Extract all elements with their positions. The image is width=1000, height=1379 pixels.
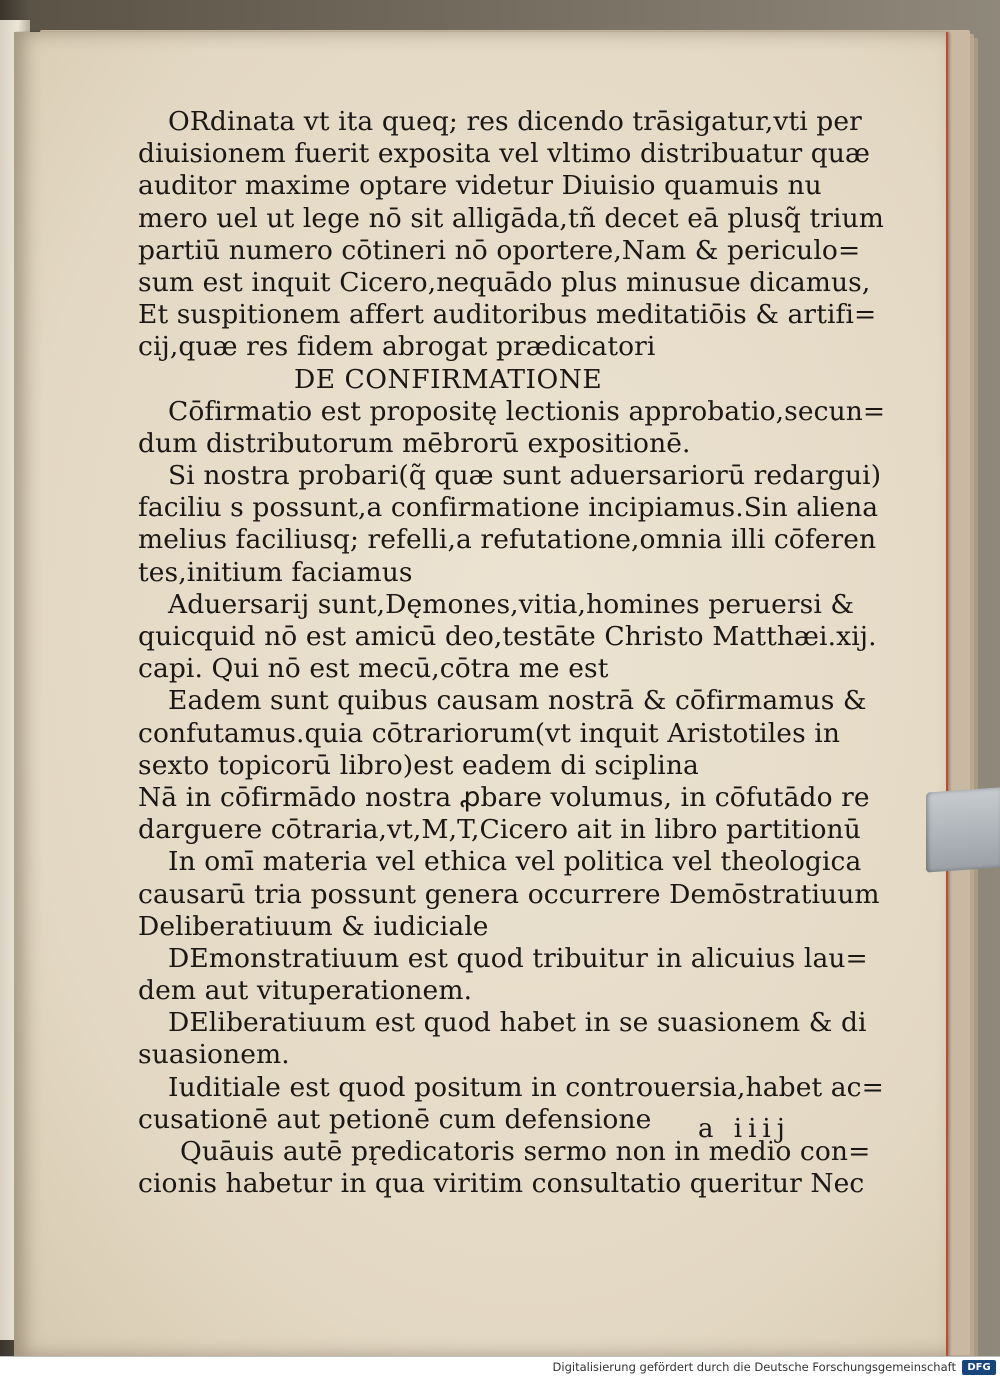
text-line: causarū tria possunt genera occurrere Demōstratiuum (138, 878, 880, 910)
text-line: Quāuis autē pr̨edicatoris sermo non in medio con= (180, 1136, 871, 1167)
signature-mark: a iiij (698, 1114, 791, 1144)
text-line: Nā in cōfirmādo nostra ꝓbare volumus, in cōfutādo re (138, 781, 870, 813)
text-line: melius faciliusq; refelli,a refutatione,omnia illi cōferen (138, 524, 877, 556)
page-clip-tab (926, 787, 1000, 872)
text-line: Cōfirmatio est propositę lectionis approbatio,secun= (168, 395, 886, 427)
text-line: cionis habetur in qua viritim consultatio queritur Nec (138, 1168, 865, 1200)
dfg-logo: DFG (962, 1360, 996, 1375)
section-heading: DE CONFIRMATIONE (294, 363, 603, 395)
footer-bar (0, 1356, 1000, 1379)
text-line: dum distributorum mēbrorū expositionē. (138, 427, 691, 459)
text-line: dem aut vituperationem. (138, 975, 473, 1007)
text-line: DEliberatiuum est quod habet in se suasionem & di (168, 1007, 867, 1039)
text-line: darguere cōtraria,vt,M,T,Cicero ait in libro partitionū (138, 814, 861, 846)
text-line: partiū numero cōtineri nō oportere,Nam & periculo= (138, 234, 861, 266)
text-line: ORdinata vt ita queq; res dicendo trāsigatur,vti per (168, 106, 862, 137)
text-line: mero uel ut lege nō sit alligāda,tñ decet eā plusq̃ trium (138, 202, 885, 234)
text-line: cij,quæ res fidem abrogat prædicatori (138, 331, 656, 363)
text-line: Deliberatiuum & iudiciale (138, 910, 489, 942)
text-line: diuisionem fuerit exposita vel vltimo distribuatur quæ (138, 138, 871, 170)
page-text (138, 106, 886, 1200)
text-line: Et suspitionem affert auditoribus meditatiōis & artifi= (138, 299, 877, 331)
text-line: capi. Qui nō est mecū,cōtra me est (138, 653, 609, 685)
text-line: tes,initium faciamus (138, 556, 413, 588)
text-line: faciliu s possunt,a confirmatione incipiamus.Sin aliena (138, 492, 879, 524)
text-line: confutamus.quia cōtrariorum(vt inquit Aristotiles in (138, 717, 841, 749)
text-line: DEmonstratiuum est quod tribuitur in alicuius lau= (168, 942, 868, 974)
text-line: Si nostra probari(q̃ quæ sunt aduersariorū redargui) (168, 460, 882, 492)
text-line: Eadem sunt quibus causam nostrā & cōfirmamus & (168, 685, 867, 717)
text-line: sexto topicorū libro)est eadem di sciplina (138, 749, 699, 781)
text-line: quicquid nō est amicū deo,testāte Christo Matthæi.xij. (138, 621, 877, 652)
text-line: auditor maxime optare videtur Diuisio quamuis nu (138, 170, 822, 202)
text-line: Iuditiale est quod positum in controuersia,habet ac= (168, 1071, 884, 1103)
funding-credit: Digitalisierung gefördert durch die Deutsche Forschungsgemeinschaft (552, 1360, 956, 1374)
text-line: sum est inquit Cicero,nequādo plus minusue dicamus, (138, 266, 871, 298)
text-line: cusationē aut petionē cum defensione (138, 1103, 652, 1135)
text-line: suasionem. (138, 1039, 290, 1071)
text-line: In omī materia vel ethica vel politica vel theologica (168, 846, 862, 878)
text-line: Aduersarij sunt,Dęmones,vitia,homines peruersi & (168, 588, 855, 620)
